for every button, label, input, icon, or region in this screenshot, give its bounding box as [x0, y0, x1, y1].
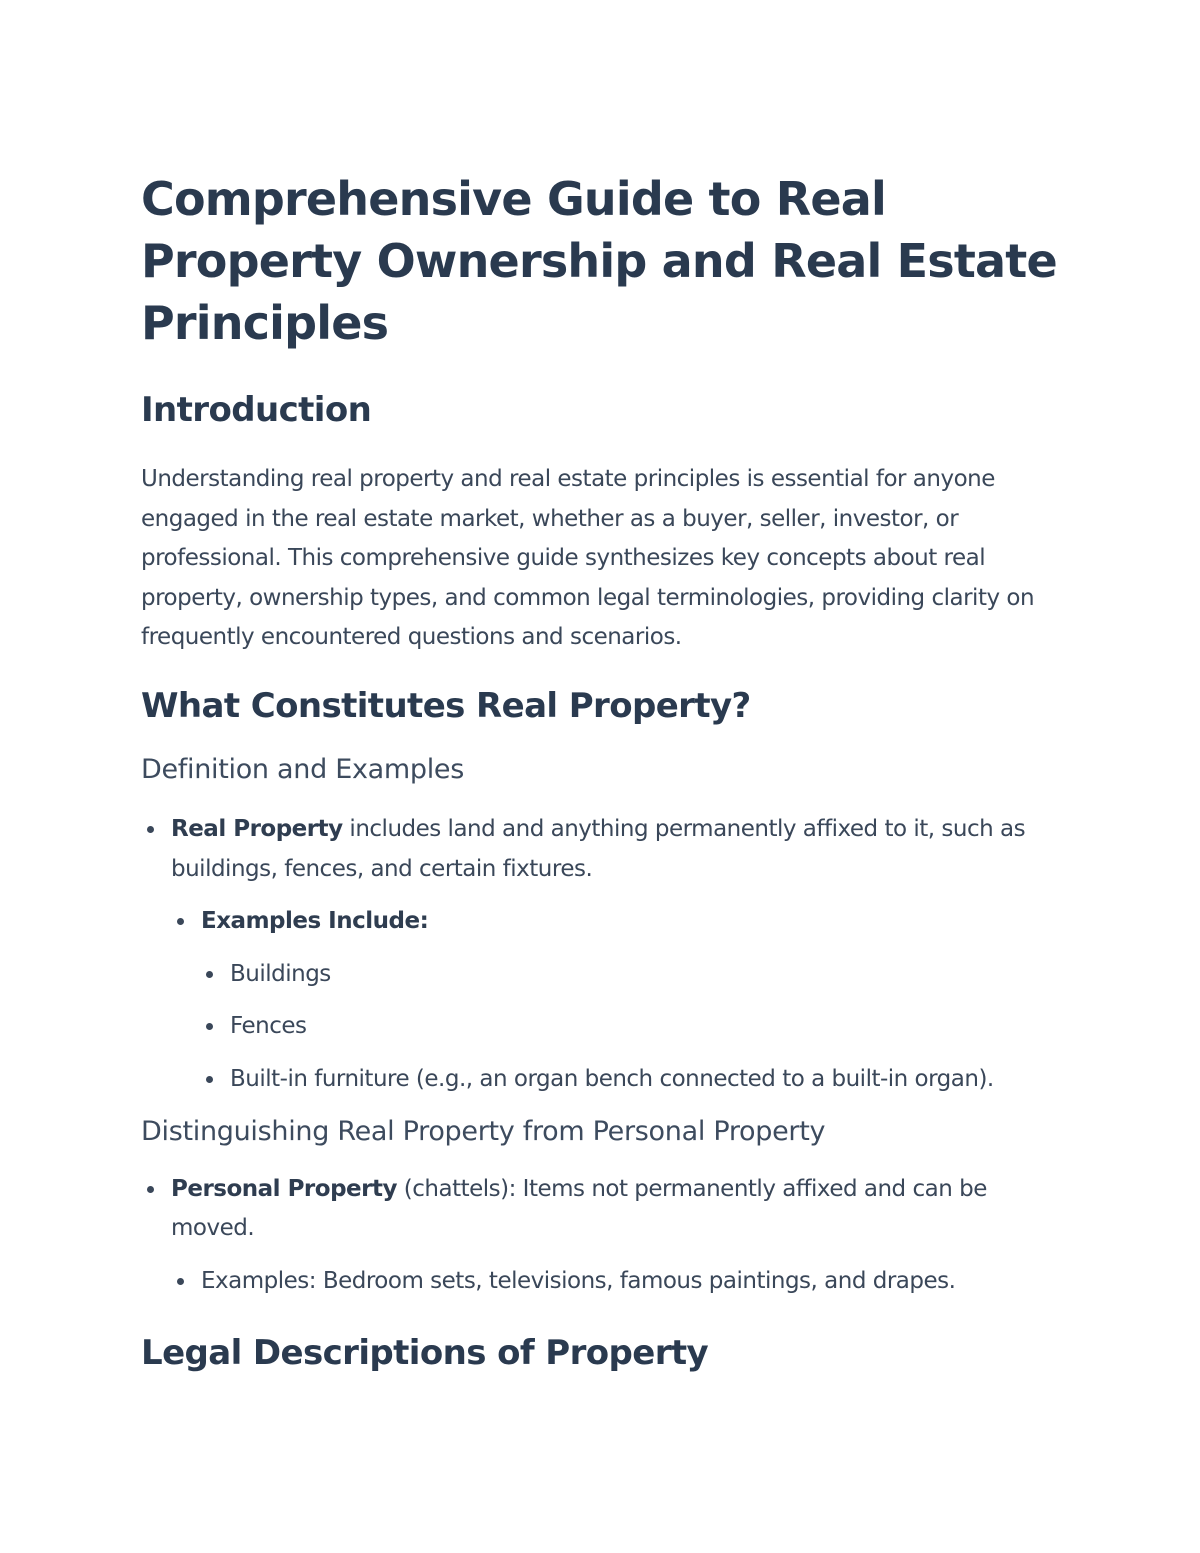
personal-examples-text: Examples: Bedroom sets, televisions, famous paintings, and drapes.: [201, 1267, 956, 1294]
example-text: Built-in furniture (e.g., an organ bench connected to a built-in organ).: [230, 1065, 994, 1092]
list-item: [230, 1007, 1060, 1047]
list-item: [201, 1262, 1060, 1302]
examples-label: Examples Include:: [201, 908, 429, 935]
list-item: [230, 1060, 1060, 1100]
bullet-icon: [177, 1278, 184, 1285]
list-item-real-property: [171, 810, 1060, 1100]
personal-examples-list: [171, 1262, 1060, 1302]
bullet-icon: [147, 1186, 154, 1193]
definition-list: [141, 810, 1060, 1100]
definition-heading: Definition and Examples: [141, 753, 465, 785]
examples-list: [171, 902, 1060, 1099]
bullet-icon: [206, 1023, 213, 1030]
term-real-property: Real Property: [171, 815, 343, 842]
real-property-heading: What Constitutes Real Property?: [141, 685, 751, 726]
introduction-paragraph: Understanding real property and real estate principles is essential for anyone engaged in the real estate market, whether as a buyer, seller, investor, or professional. This comprehensive guide synthesizes key concepts about real property, ownership types, and common legal terminologies, providing clarity on frequently encountered questions and scenarios.: [141, 466, 1035, 651]
distinguishing-list: [141, 1170, 1060, 1302]
bullet-icon: [206, 1076, 213, 1083]
bullet-icon: [206, 971, 213, 978]
bullet-icon: [147, 826, 154, 833]
list-item-examples-label: [201, 902, 1060, 1099]
list-item: [230, 955, 1060, 995]
list-item-personal-property: [171, 1170, 1060, 1302]
personal-property-text: (chattels): Items not permanently affixed and can be moved.: [171, 1175, 987, 1242]
examples-sublist: [201, 955, 1060, 1100]
example-text: Buildings: [230, 960, 331, 987]
legal-descriptions-heading: Legal Descriptions of Property: [141, 1333, 709, 1374]
term-personal-property: Personal Property: [171, 1175, 397, 1202]
document-title: Comprehensive Guide to Real Property Ownership and Real Estate Principles: [141, 172, 1057, 350]
introduction-heading: Introduction: [141, 390, 372, 430]
definition-text: includes land and anything permanently affixed to it, such as buildings, fences, and certain fixtures.: [171, 815, 1026, 882]
distinguishing-heading: Distinguishing Real Property from Personal Property: [141, 1115, 826, 1147]
bullet-icon: [177, 918, 184, 925]
example-text: Fences: [230, 1013, 307, 1040]
